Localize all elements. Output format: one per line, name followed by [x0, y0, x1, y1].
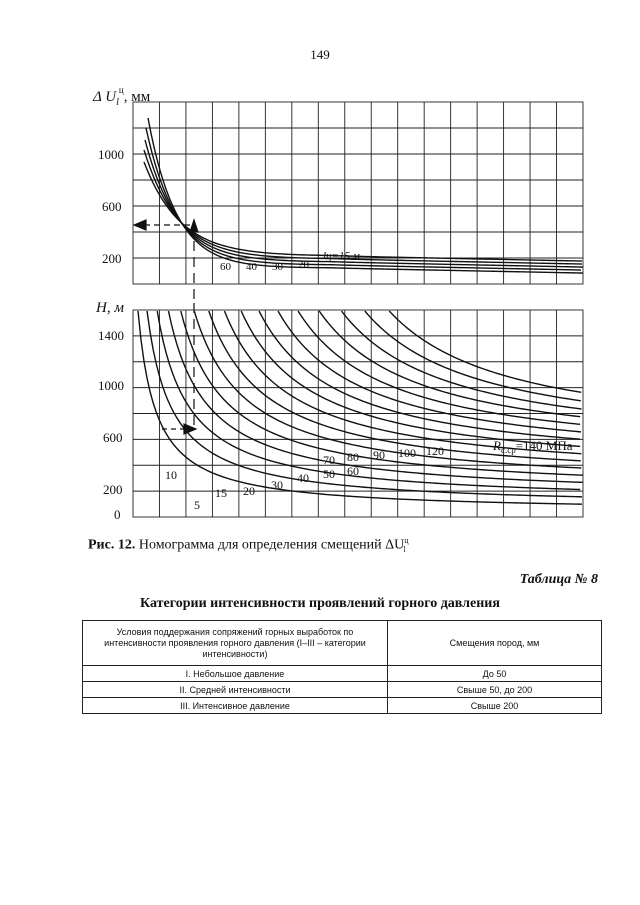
- table-row: [83, 698, 602, 714]
- lower-curve-label: 10: [165, 468, 177, 482]
- lower-curve-label: 70: [323, 453, 335, 467]
- lower-curve-label: 40: [297, 471, 309, 485]
- lower-curve-label: 30: [271, 478, 283, 492]
- intensity-table: [82, 620, 602, 714]
- lower-reading-arrow: [162, 303, 196, 434]
- lower-chart-curves: [138, 311, 583, 504]
- table-title: Категории интенсивности проявлений горного давления: [140, 596, 500, 611]
- lower-curve-label: 120: [426, 444, 444, 458]
- lower-y-tick: 0: [114, 507, 121, 522]
- upper-curve-2: [145, 140, 583, 267]
- table-header-cell: Смещения пород, мм: [388, 621, 602, 666]
- figure-caption-sup: ц: [404, 536, 409, 545]
- table-cell: I. Небольшое давление: [83, 666, 388, 682]
- lower-curve-12: [319, 311, 580, 417]
- lower-y-tick: 200: [103, 482, 123, 497]
- table-cell: До 50: [388, 666, 602, 682]
- lower-curve-label: 20: [243, 484, 255, 498]
- lower-r-label: $R_{с.ср}=140$ МПа: [493, 438, 573, 455]
- table-number: Таблица № 8: [519, 572, 598, 587]
- lower-curve-label: 80: [347, 450, 359, 464]
- table-header-row: [83, 621, 602, 666]
- upper-curve-label: 20: [298, 259, 309, 271]
- lower-y-tick: 600: [103, 430, 123, 445]
- figure-caption: [88, 536, 409, 555]
- lower-chart-y-axis-label: H, м: [96, 300, 124, 316]
- upper-curve-label: 40: [246, 261, 257, 273]
- upper-curve-label: 60: [220, 261, 231, 273]
- upper-y-tick: 600: [102, 199, 122, 214]
- table-header-cell: Условия поддержания сопряжений горных выработок по интенсивности проявления горного давления (I–III – категории интенсивности): [83, 621, 388, 666]
- upper-chart-y-axis-label: Δ $U_l^ц$, мм: [93, 85, 151, 108]
- upper-y-tick: 1000: [98, 147, 124, 162]
- table-row: [83, 666, 602, 682]
- table-cell: Свыше 200: [388, 698, 602, 714]
- table-cell: II. Средней интенсивности: [83, 682, 388, 698]
- lower-curve-2: [157, 311, 580, 489]
- lower-curve-label: 100: [398, 446, 416, 460]
- upper-chart-curves: [144, 118, 583, 273]
- upper-y-tick: 200: [102, 251, 122, 266]
- lower-y-tick: 1000: [98, 378, 124, 393]
- lower-y-tick: 1400: [98, 328, 124, 343]
- upper-curve-3: [144, 150, 582, 264]
- upper-l-label: lц=15 м: [323, 250, 360, 262]
- table-cell: Свыше 50, до 200: [388, 682, 602, 698]
- page-number: 149: [310, 47, 330, 62]
- lower-curve-label: 50: [323, 467, 335, 481]
- lower-curve-9: [259, 311, 580, 439]
- lower-curve-11: [298, 311, 580, 424]
- upper-curve-1: [146, 128, 581, 270]
- upper-curve-label: 30: [272, 261, 283, 273]
- lower-curve-15: [389, 311, 581, 392]
- lower-curve-label: 60: [347, 464, 359, 478]
- figure-caption-text: Номограмма для определения смещений ΔU: [138, 537, 405, 553]
- table-row: [83, 682, 602, 698]
- figure-caption-sub: l: [403, 545, 406, 555]
- lower-curve-label: 15: [215, 486, 227, 500]
- table-cell: III. Интенсивное давление: [83, 698, 388, 714]
- figure-caption-label: Рис. 12.: [88, 537, 136, 553]
- lower-chart-grid: [133, 310, 583, 517]
- lower-curve-label: 90: [373, 448, 385, 462]
- lower-curve-label: 5: [194, 498, 200, 512]
